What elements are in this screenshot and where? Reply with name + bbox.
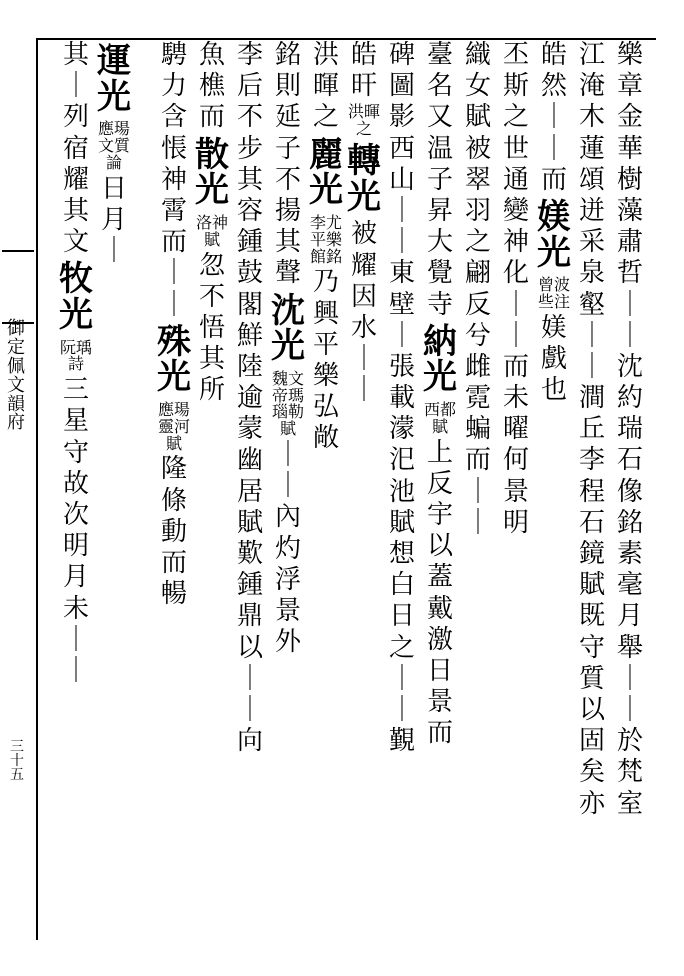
entry-heading: 殊光: [157, 321, 191, 398]
entry-heading: 牧光: [59, 259, 93, 335]
source-note: 洪暉之: [347, 102, 380, 139]
source-note: 西都賦: [423, 400, 456, 436]
header-divider-mark: [2, 250, 34, 324]
text-column-2: 江淹木蓮頌迸采泉壑｜｜澗丘李程石鏡賦既守質以固矣亦: [578, 40, 605, 819]
entry-heading: 納光: [423, 321, 457, 398]
source-note: 阮瑀詩: [59, 337, 92, 374]
source-note: 洛神賦: [195, 212, 228, 249]
entry-heading: 媄光: [537, 196, 571, 273]
text-column-9: 洪暉之 麗光 李尤平樂館銘 乃興平樂弘敞: [309, 40, 343, 454]
page-number: 三十五: [10, 739, 24, 783]
text-column-4: 丕斯之世通變神化｜｜而未曜何景明: [502, 40, 529, 538]
source-note: 魏文帝瑪瑙勒賦: [271, 368, 304, 439]
text-column-12: 魚樵而 散光 洛神賦 忽不悟其所: [195, 40, 229, 406]
source-note: 曾波些注: [537, 275, 570, 312]
text-column-11: 李后不步其容鍾鼓閣 鮮陸逾蒙幽居賦歎鍾鼎以｜｜向: [236, 40, 263, 757]
entry-heading: 轉光: [347, 140, 381, 217]
entry-heading: 散光: [195, 134, 229, 211]
text-column-3: 皓然｜｜而 媄光 曾波些注 媄戲也: [537, 40, 571, 406]
source-note: 李尤平樂館銘: [309, 212, 342, 266]
source-note: 應瑒靈河賦: [157, 400, 190, 453]
text-column-13: 騁力 含悵神霄而｜｜ 殊光 應瑒靈河賦 隆條動而暢: [157, 40, 191, 610]
text-column-7: 碑圖影西山｜｜東壁 ｜張載濛汜池賦想白日之｜｜覲: [388, 40, 415, 757]
text-column-15: 其｜列宿耀其文 牧光 阮瑀詩 三星守故次明月未｜｜: [59, 40, 93, 686]
text-column-10: 銘則延子不揚其聲 沈光 魏文帝瑪瑙勒賦 ｜｜內灼浮景外: [271, 40, 305, 658]
text-column-14: 運光 應瑒文質論 日月｜: [97, 41, 131, 267]
text-column-6: 臺名又温子昇大覺寺 納光 西都賦 上反宇以蓋戴激日景而: [423, 40, 457, 749]
page-header-strip: [0, 40, 38, 940]
source-note: 應瑒文質論: [97, 119, 130, 172]
book-title: 御定佩文韻府: [7, 318, 25, 434]
text-column-5: 織女賦被翠羽之翩反兮雌霓蝙而｜｜: [464, 40, 491, 538]
text-column-1: 樂章金華樹藻肅哲｜｜沈約瑞石像銘素毫月舉｜｜於梵室: [616, 40, 643, 819]
text-column-8: 皓旰 洪暉之 轉光 被耀因水｜｜: [347, 40, 381, 406]
entry-heading: 沈光: [271, 290, 305, 367]
entry-heading: 運光: [97, 41, 131, 117]
entry-heading: 麗光: [309, 134, 343, 211]
